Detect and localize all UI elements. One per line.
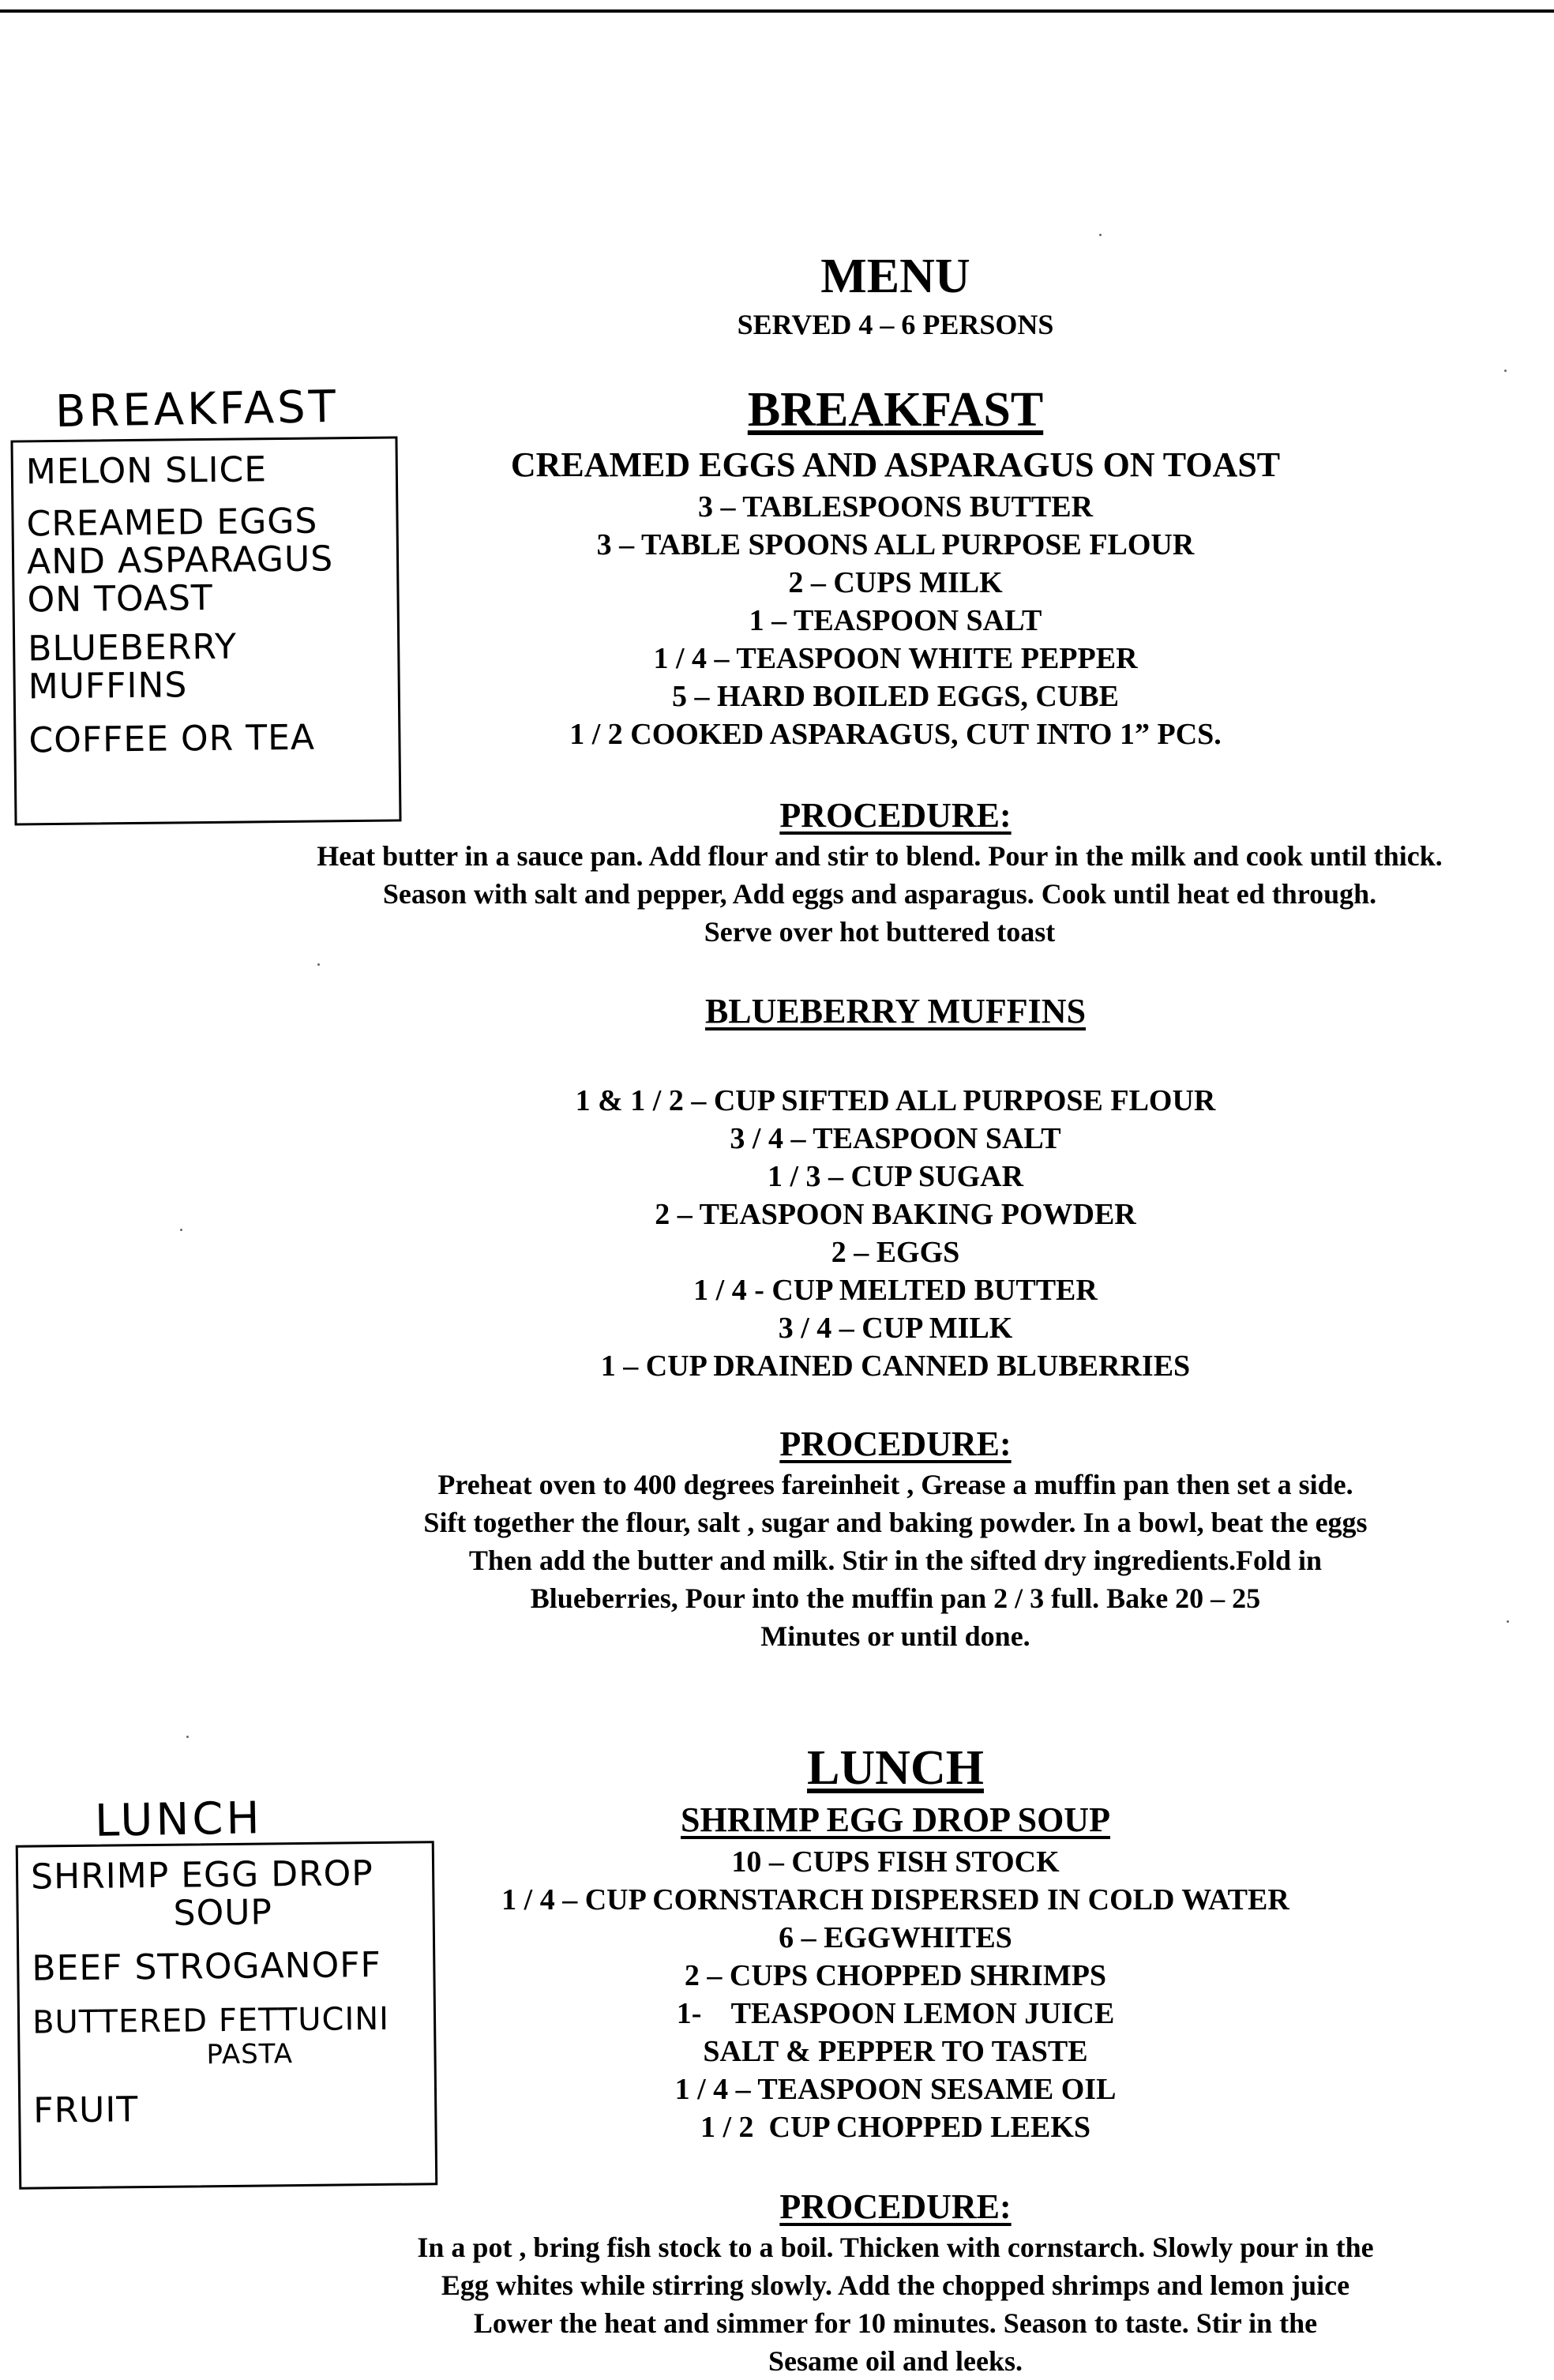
scan-speck [317, 963, 320, 966]
procedure-text-creamed-eggs [205, 837, 1554, 951]
procedure-heading-creamed-eggs: PROCEDURE: [779, 796, 1012, 835]
ingredient-list-shrimp-egg-drop-soup [237, 1843, 1554, 2146]
scan-speck [1507, 1620, 1509, 1623]
procedure-text-blueberry-muffins [237, 1466, 1554, 1655]
ingredient-line: 3 / 4 – CUP MILK [778, 1312, 1013, 1345]
ingredient-line: 1 / 4 – TEASPOON SESAME OIL [674, 2073, 1117, 2106]
scan-speck [1099, 234, 1102, 236]
ingredient-line: 3 / 4 – TEASPOON SALT [730, 1122, 1061, 1155]
ingredient-line: 2 – EGGS [831, 1236, 960, 1269]
ingredient-line: 1 – CUP DRAINED CANNED BLUBERRIES [600, 1350, 1191, 1383]
procedure-line: Then add the butter and milk. Stir in the sifted dry ingredients.Fold in [468, 1545, 1323, 1576]
lunch-handwritten-heading: LUNCH [94, 1793, 264, 1847]
recipe-title-blueberry-muffins: BLUEBERRY MUFFINS [704, 992, 1087, 1030]
top-border-line [0, 9, 1554, 13]
recipe-title-creamed-eggs: CREAMED EGGS AND ASPARAGUS ON TOAST [510, 445, 1281, 484]
ingredient-line: 1 / 2 COOKED ASPARAGUS, CUT INTO 1” PCS. [569, 718, 1222, 751]
procedure-line: Heat butter in a sauce pan. Add flour and stir to blend. Pour in the milk and cook until thick. [317, 840, 1443, 872]
procedure-line: Preheat oven to 400 degrees fareinheit , Grease a muffin pan then set a side. [437, 1469, 1353, 1500]
breakfast-handwritten-heading: BREAKFAST [54, 381, 340, 438]
procedure-line: Blueberries, Pour into the muffin pan 2 / 3 full. Bake 20 – 25 [530, 1582, 1261, 1614]
menu-title: MENU [820, 250, 970, 303]
scan-speck [180, 1229, 182, 1231]
ingredient-line: 1- TEASPOON LEMON JUICE [676, 1997, 1115, 2030]
ingredient-line: 2 – CUPS MILK [788, 566, 1003, 599]
procedure-line: Sift together the flour, salt , sugar and baking powder. In a bowl, beat the eggs [423, 1507, 1368, 1538]
procedure-line: Lower the heat and simmer for 10 minutes. Season to taste. Stir in the [473, 2307, 1318, 2339]
scan-speck [186, 1736, 189, 1738]
procedure-text-shrimp-egg-drop-soup [237, 2228, 1554, 2380]
procedure-heading-blueberry-muffins: PROCEDURE: [779, 1425, 1012, 1463]
ingredient-line: 1 / 4 - CUP MELTED BUTTER [693, 1274, 1098, 1307]
ingredient-line: 6 – EGGWHITES [779, 1921, 1012, 1954]
ingredient-line: 1 / 3 – CUP SUGAR [767, 1160, 1024, 1193]
lunch-heading: LUNCH [807, 1741, 984, 1795]
handwritten-item: MELON SLICE [25, 449, 268, 493]
procedure-line: Minutes or until done. [760, 1620, 1030, 1652]
ingredient-line: 1 / 4 – TEASPOON WHITE PEPPER [653, 642, 1138, 675]
ingredient-line: 1 – TEASPOON SALT [749, 604, 1042, 637]
scan-speck [1504, 370, 1507, 372]
procedure-line: Egg whites while stirring slowly. Add the chopped shrimps and lemon juice [441, 2269, 1350, 2301]
procedure-line: Sesame oil and leeks. [768, 2345, 1023, 2377]
handwritten-item: COFFEE OR TEA [28, 717, 316, 761]
procedure-line: In a pot , bring fish stock to a boil. Thicken with cornstarch. Slowly pour in the [417, 2232, 1374, 2263]
handwritten-item: FRUIT [32, 2089, 139, 2131]
ingredient-line: 2 – TEASPOON BAKING POWDER [655, 1198, 1136, 1231]
handwritten-item: SHRIMP EGG DROP SOUP [30, 1853, 374, 1934]
served-persons: SERVED 4 – 6 PERSONS [737, 309, 1054, 340]
handwritten-item: BEEF STROGANOFF [32, 1944, 382, 1989]
recipe-title-shrimp-egg-drop-soup: SHRIMP EGG DROP SOUP [681, 1800, 1110, 1839]
breakfast-heading: BREAKFAST [747, 383, 1044, 437]
handwritten-item: CREAMED EGGS AND ASPARAGUS ON TOAST [26, 501, 334, 621]
ingredient-line: SALT & PEPPER TO TASTE [703, 2035, 1088, 2068]
ingredient-line: 1 & 1 / 2 – CUP SIFTED ALL PURPOSE FLOUR [575, 1084, 1216, 1117]
procedure-line: Serve over hot buttered toast [704, 916, 1056, 948]
ingredient-line: 2 – CUPS CHOPPED SHRIMPS [684, 1959, 1107, 1992]
ingredient-line: 5 – HARD BOILED EGGS, CUBE [672, 680, 1119, 713]
ingredient-line: 1 / 4 – CUP CORNSTARCH DISPERSED IN COLD WATER [501, 1883, 1289, 1916]
handwritten-item: BUTTERED FETTUCINI PASTA [32, 2000, 390, 2071]
ingredient-line: 1 / 2 CUP CHOPPED LEEKS [700, 2111, 1091, 2144]
ingredient-line: 10 – CUPS FISH STOCK [731, 1845, 1060, 1879]
ingredient-line: 3 – TABLESPOONS BUTTER [697, 490, 1094, 524]
procedure-line: Season with salt and pepper, Add eggs and asparagus. Cook until heat ed through. [382, 878, 1377, 910]
ingredient-list-blueberry-muffins [237, 1082, 1554, 1385]
procedure-heading-shrimp-egg-drop-soup: PROCEDURE: [779, 2187, 1012, 2226]
handwritten-item: BLUEBERRY MUFFINS [27, 626, 238, 708]
ingredient-line: 3 – TABLE SPOONS ALL PURPOSE FLOUR [596, 528, 1195, 561]
ingredient-list-creamed-eggs [237, 488, 1554, 753]
